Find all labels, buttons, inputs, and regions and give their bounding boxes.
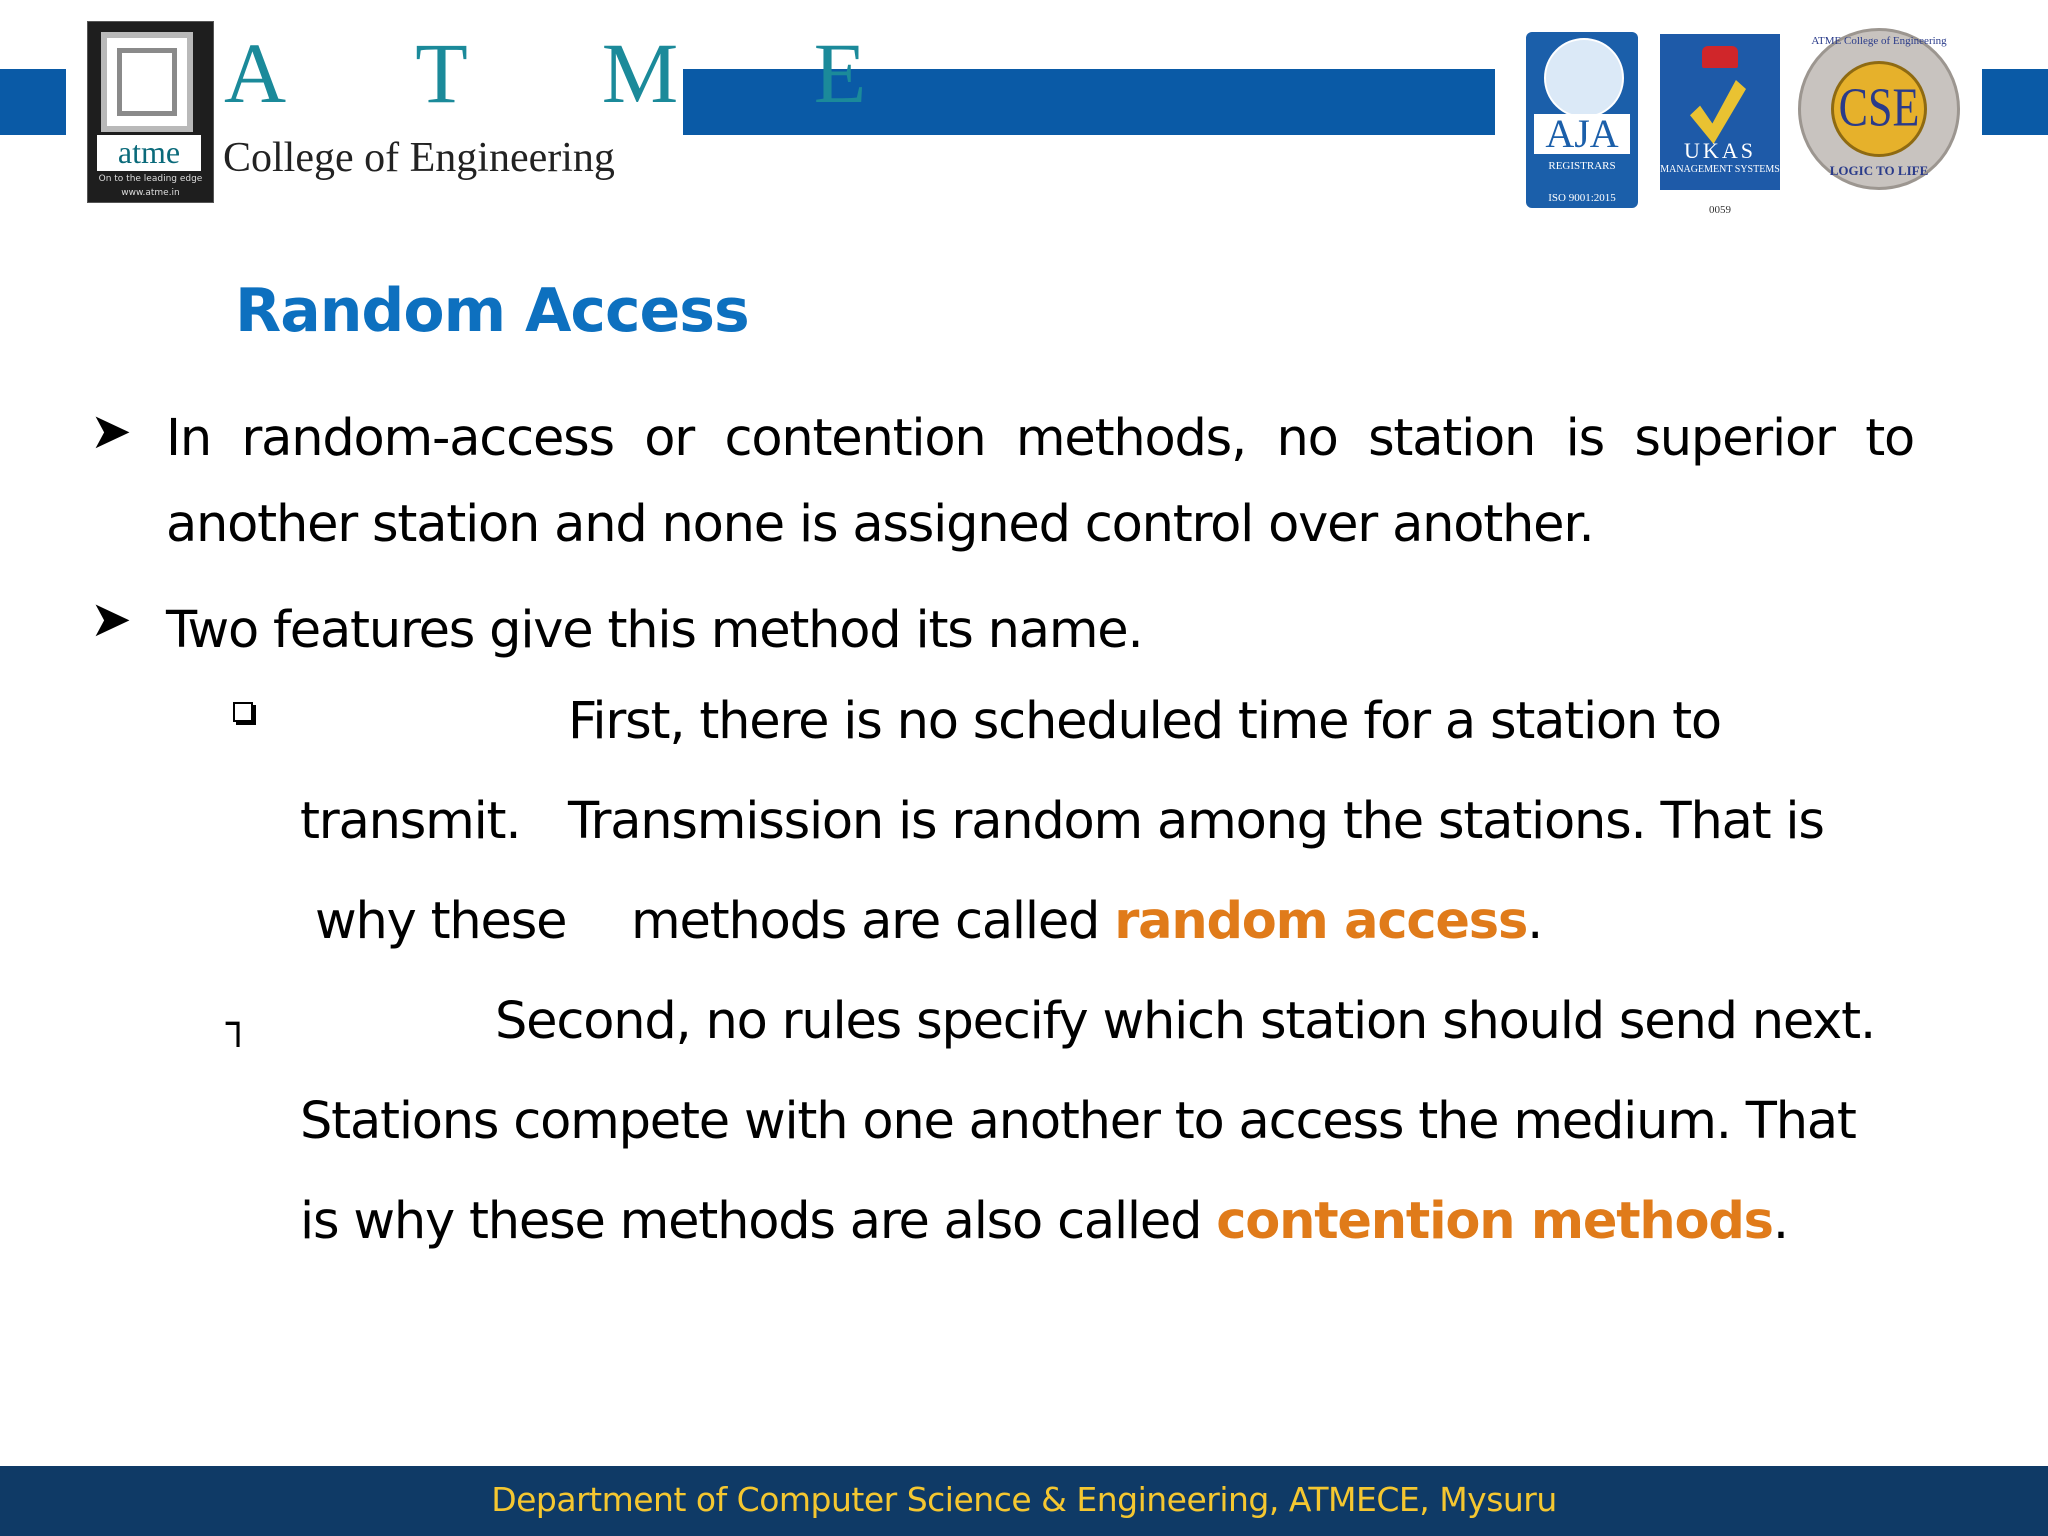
- college-name: College of Engineering: [223, 135, 615, 181]
- aja-iso-text: ISO 9001:2015: [1548, 192, 1616, 204]
- cse-seal-ring-text: ATME College of Engineering: [1811, 35, 1947, 47]
- sub-bullet-2-line-1: Second, no rules specify which station should send next.: [495, 992, 1875, 1051]
- square-bullet-icon: [233, 702, 253, 722]
- ukas-logo: [1660, 34, 1780, 190]
- sub-bullet-2-line-3: [300, 1179, 1788, 1265]
- ukas-number: 0059: [1709, 204, 1731, 216]
- atme-logo-word: atme: [97, 135, 201, 171]
- sub-bullet-1-line-3a: why these: [315, 892, 567, 951]
- sub-bullet-1-line-1: First, there is no scheduled time for a station to: [568, 692, 1721, 751]
- sub-bullet-1-line-3b: [631, 879, 1542, 965]
- bullet-1-line-1: In random-access or contention methods, no station is superior to: [166, 409, 1914, 468]
- ukas-name: UKAS: [1684, 138, 1756, 163]
- header-bar-left: [0, 69, 66, 135]
- aja-registrars-text: REGISTRARS: [1548, 160, 1616, 172]
- cse-seal-motto: LOGIC TO LIFE: [1829, 163, 1929, 178]
- atme-letters: A T M E: [224, 25, 924, 121]
- highlight-contention-methods: contention methods: [1216, 1192, 1773, 1251]
- sub-bullet-1-end: .: [1527, 892, 1543, 951]
- checkmark-icon: [1690, 80, 1746, 144]
- bullet-1-line-2: another station and none is assigned control over another.: [166, 495, 1594, 554]
- globe-icon: [1544, 38, 1624, 118]
- slide-title: Random Access: [235, 276, 749, 346]
- highlight-random-access: random access: [1114, 892, 1528, 951]
- sub-bullet-2-line-2: Stations compete with one another to access the medium. That: [300, 1092, 1856, 1151]
- sub-bullet-2-marker: ┐: [226, 1001, 249, 1047]
- atme-logo: [87, 21, 214, 203]
- cse-seal-logo: [1798, 28, 1960, 190]
- sub-bullet-2-line-3-text: is why these methods are also called: [300, 1192, 1217, 1251]
- cse-seal-name: CSE: [1838, 76, 1920, 139]
- arrow-bullet-icon: ➤: [90, 590, 132, 648]
- sub-bullet-1-line-3-text: methods are called: [631, 892, 1115, 951]
- sub-bullet-2-end: .: [1772, 1192, 1788, 1251]
- header-bar-right: [1982, 69, 2048, 135]
- footer-bar: [0, 1466, 2048, 1536]
- bullet-2-line-1: Two features give this method its name.: [166, 601, 1143, 660]
- sub-bullet-1-line-2a: transmit.: [300, 792, 521, 851]
- aja-registrars-logo: [1526, 32, 1638, 208]
- atme-logo-tagline: On to the leading edge: [98, 174, 203, 184]
- footer-text: Department of Computer Science & Engineering, ATMECE, Mysuru: [491, 1480, 1557, 1519]
- aja-name: AJA: [1534, 114, 1630, 154]
- arrow-bullet-icon: ➤: [90, 402, 132, 460]
- atme-logo-url: www.atme.in: [121, 188, 180, 198]
- bullet-1: [166, 396, 1916, 482]
- cse-seal-center: [1831, 61, 1927, 157]
- crown-icon: [1702, 46, 1738, 68]
- sub-bullet-1-line-2b: Transmission is random among the stations. That is: [568, 792, 1824, 851]
- ukas-subtitle: MANAGEMENT SYSTEMS: [1660, 164, 1780, 175]
- atme-logo-frame: [101, 32, 193, 132]
